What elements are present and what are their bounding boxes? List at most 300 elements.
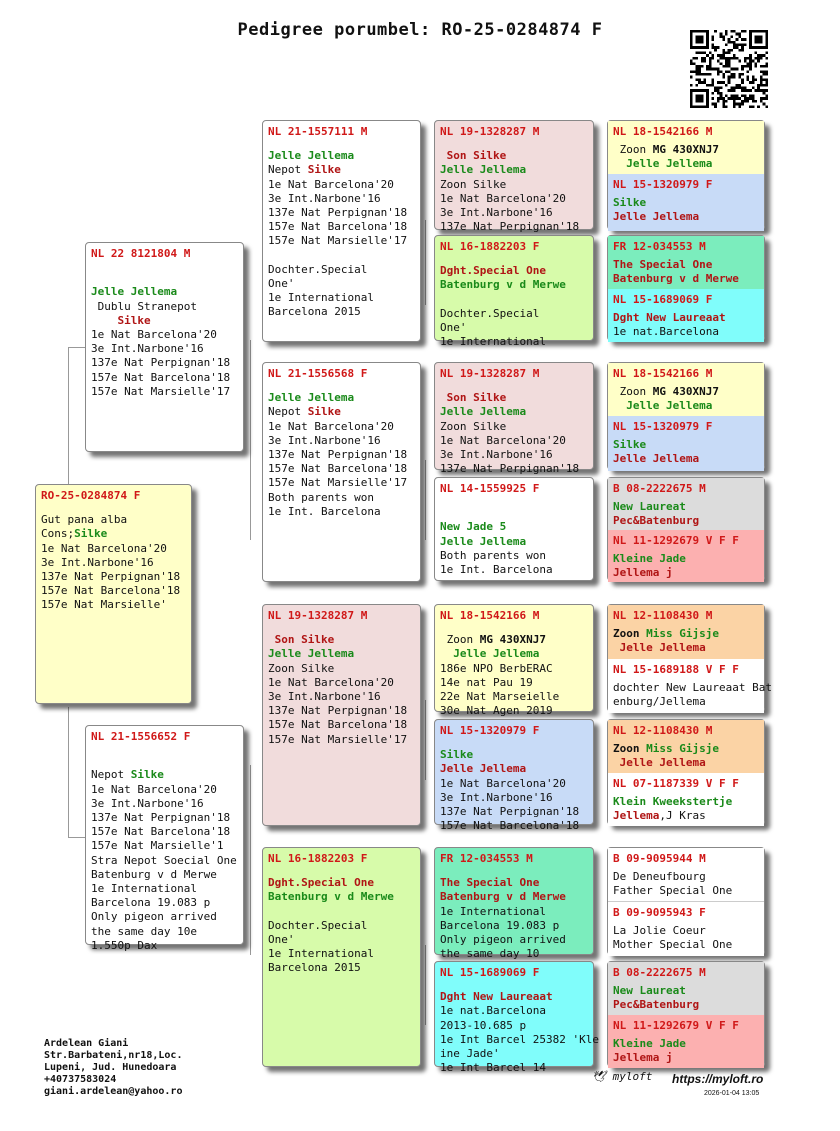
- detail-line: [268, 192, 415, 206]
- ggg-parent-entry[interactable]: [608, 478, 764, 530]
- detail-text: 1e Nat Barcelona'20: [268, 177, 394, 191]
- ggg-parent-entry[interactable]: [608, 530, 764, 582]
- details: [613, 681, 772, 709]
- detail-text: Miss Gijsje: [646, 742, 719, 756]
- detail-text: 2013-10.685 p: [440, 1018, 527, 1032]
- owner-line: Lupeni, Jud. Hunedoara: [44, 1062, 177, 1073]
- detail-text: 137e Nat Perpignan'18: [268, 704, 408, 718]
- detail-line: [613, 1037, 759, 1051]
- owner-line: Ardelean Giani: [44, 1038, 129, 1049]
- detail-line: [440, 876, 588, 890]
- ring-id: NL 16-1882203 F: [440, 240, 540, 253]
- detail-text: Gut pana alba: [41, 513, 128, 527]
- ggg-parent-entry[interactable]: [608, 605, 764, 659]
- detail-text: De Deneufbourg: [613, 870, 706, 884]
- detail-line: [268, 249, 415, 263]
- detail-text: Only pigeon arrived: [440, 933, 566, 947]
- ring-id: NL 07-1187339 V F F: [613, 777, 739, 790]
- detail-text: One': [268, 277, 295, 291]
- detail-text: Batenburg v d Merwe: [440, 890, 566, 904]
- detail-text: the same day 10e: [91, 924, 197, 938]
- detail-text: Jelle Jellema: [440, 647, 540, 661]
- detail-line: [440, 676, 588, 690]
- detail-text: Mother Special One: [613, 938, 733, 952]
- connector-line: [68, 837, 86, 838]
- detail-line: [91, 328, 238, 342]
- detail-line: [268, 961, 415, 975]
- detail-line: [440, 563, 588, 577]
- detail-text: 157e Nat Barcelona'18: [91, 370, 231, 384]
- details: [268, 633, 415, 747]
- detail-text: Jelle Jellema: [613, 210, 700, 224]
- ggg-parent-entry[interactable]: [608, 363, 764, 416]
- detail-line: [91, 783, 238, 797]
- detail-text: 1e Nat Barcelona'20: [41, 541, 167, 555]
- detail-text: 137e Nat Perpignan'18: [268, 206, 408, 220]
- detail-text: Nepot: [91, 768, 131, 782]
- detail-line: [440, 434, 588, 448]
- detail-text: 157e Nat Barcelona'18: [268, 220, 408, 234]
- detail-line: [41, 527, 186, 541]
- detail-text: Dght.Special One: [268, 876, 374, 890]
- details: [613, 627, 759, 655]
- details: [440, 748, 588, 833]
- grandparent-card[interactable]: [262, 120, 421, 342]
- detail-text: Jelle Jellema: [440, 762, 527, 776]
- ring-id: NL 15-1320979 F: [440, 724, 540, 737]
- details: [613, 258, 759, 286]
- details: [440, 149, 588, 234]
- ggg-parent-entry[interactable]: [608, 174, 764, 231]
- detail-text: Barcelona 19.083 p: [91, 896, 211, 910]
- great-grandparent-card[interactable]: [434, 235, 594, 349]
- ring-id: NL 11-1292679 V F F: [613, 1019, 739, 1032]
- detail-line: [268, 277, 415, 291]
- detail-line: [91, 371, 238, 385]
- detail-line: [91, 839, 238, 853]
- qr-code-icon: [690, 30, 768, 108]
- detail-text: Barcelona 2015: [268, 305, 361, 319]
- detail-line: [268, 476, 415, 490]
- detail-line: [268, 690, 415, 704]
- detail-text: Barcelona 2015: [268, 961, 361, 975]
- ring-id: NL 21-1557111 M: [268, 125, 368, 138]
- detail-text: Jelle Jellema: [440, 534, 527, 548]
- detail-text: 137e Nat Perpignan'18: [268, 448, 408, 462]
- detail-text: 137e Nat Perpignan'18: [41, 570, 181, 584]
- detail-line: [268, 163, 415, 177]
- detail-text: Jelle Jellema: [613, 399, 713, 413]
- detail-text: Both parents won: [440, 548, 546, 562]
- detail-line: [268, 206, 415, 220]
- great-grandparent-card[interactable]: [434, 847, 594, 961]
- detail-text: 157e Nat Barcelona'18: [440, 819, 580, 833]
- great-grandparent-card[interactable]: [434, 604, 594, 718]
- detail-text: Pec&Batenburg: [613, 998, 700, 1012]
- detail-line: [91, 356, 238, 370]
- great-grandparent-card[interactable]: [434, 120, 594, 234]
- details: [440, 391, 588, 476]
- detail-line: [268, 491, 415, 505]
- detail-text: 157e Nat Barcelona'18: [268, 462, 408, 476]
- detail-line: [91, 271, 238, 285]
- detail-line: [440, 805, 588, 819]
- details: [440, 264, 588, 349]
- detail-line: [440, 777, 588, 791]
- detail-line: [613, 998, 759, 1012]
- detail-text: New Laureat: [613, 984, 686, 998]
- detail-text: Silke: [74, 527, 108, 541]
- grandparent-card[interactable]: [262, 604, 421, 826]
- detail-text: 3e Int.Narbone'16: [268, 191, 381, 205]
- detail-line: [268, 905, 415, 919]
- detail-line: [91, 314, 238, 328]
- ring-id: B 09-9095944 M: [613, 852, 706, 865]
- detail-line: [440, 704, 588, 718]
- detail-line: [91, 768, 238, 782]
- detail-line: [41, 556, 186, 570]
- detail-text: Son Silke: [440, 149, 507, 163]
- detail-text: 1.550p Dax: [91, 938, 158, 952]
- detail-text: Dublu Stranepot: [91, 299, 197, 313]
- detail-line: [613, 210, 759, 224]
- detail-line: [268, 420, 415, 434]
- detail-line: [268, 676, 415, 690]
- detail-text: Batenburg v d Merwe: [268, 890, 394, 904]
- detail-line: [440, 163, 588, 177]
- ggg-parent-entry[interactable]: [608, 236, 764, 289]
- detail-text: 137e Nat Perpignan'18: [440, 462, 580, 476]
- detail-text: 1e Nat Barcelona'20: [268, 675, 394, 689]
- detail-line: [440, 1032, 599, 1047]
- ggg-parent-entry[interactable]: [608, 848, 764, 902]
- detail-line: [440, 278, 588, 292]
- detail-line: [440, 1061, 588, 1075]
- owner-line: +40737583024: [44, 1074, 117, 1085]
- details: [91, 271, 238, 399]
- detail-text: 3e Int.Narbone'16: [440, 790, 553, 804]
- detail-line: [440, 933, 588, 947]
- ggg-parent-entry[interactable]: [608, 121, 764, 174]
- details: [613, 500, 759, 528]
- detail-line: [268, 448, 415, 462]
- detail-text: 3e Int.Narbone'16: [268, 690, 381, 704]
- detail-line: [268, 434, 415, 448]
- ring-id: NL 18-1542166 M: [613, 367, 713, 380]
- mother-card[interactable]: [85, 725, 244, 952]
- detail-text: Jelle Jellema: [613, 157, 713, 171]
- details: [613, 1037, 759, 1065]
- ring-id: FR 12-034553 M: [440, 852, 533, 865]
- detail-line: [268, 405, 415, 419]
- details: [440, 990, 599, 1075]
- ggg-parent-entry[interactable]: [608, 659, 772, 713]
- detail-text: La Jolie Coeur: [613, 924, 706, 938]
- detail-line: [613, 984, 759, 998]
- detail-text: [91, 271, 98, 284]
- ggg-pair-card: [607, 847, 765, 955]
- grandparent-card[interactable]: [262, 362, 421, 582]
- ggg-parent-entry[interactable]: [608, 902, 764, 956]
- detail-text: Batenburg v d Merwe: [613, 272, 739, 286]
- ggg-parent-entry[interactable]: [608, 416, 764, 471]
- ring-id: B 08-2222675 M: [613, 966, 706, 979]
- detail-line: [440, 647, 588, 661]
- details: [613, 438, 759, 466]
- details: [613, 311, 759, 339]
- ring-id: NL 19-1328287 M: [440, 367, 540, 380]
- detail-text: 137e Nat Perpignan'18: [440, 220, 580, 234]
- connector-line: [425, 460, 426, 540]
- detail-text: [440, 293, 447, 306]
- detail-text: Klein Kweekstertje: [613, 795, 733, 809]
- detail-line: [91, 868, 238, 882]
- detail-text: 1e Nat Barcelona'20: [440, 776, 566, 790]
- details: [440, 633, 588, 718]
- detail-line: [613, 325, 759, 339]
- detail-line: [613, 695, 759, 709]
- detail-text: 137e Nat Perpignan'18: [91, 356, 231, 370]
- detail-text: 1e Nat Barcelona'20: [268, 419, 394, 433]
- detail-text: The Special One: [613, 258, 713, 272]
- detail-text: Jelle Jellema: [440, 405, 527, 419]
- detail-line: [613, 272, 759, 286]
- detail-line: [268, 391, 415, 405]
- site-link[interactable]: https://myloft.ro: [672, 1072, 764, 1086]
- page-title: Pedigree porumbel: RO-25-0284874 F: [237, 20, 603, 40]
- detail-text: enburg/Jellema: [613, 695, 706, 709]
- detail-text: Son Silke: [268, 633, 335, 647]
- detail-text: Jelle Jellema: [268, 647, 355, 661]
- detail-line: [268, 505, 415, 519]
- detail-line: [440, 1019, 588, 1033]
- detail-line: [440, 405, 588, 419]
- ring-id: B 08-2222675 M: [613, 482, 706, 495]
- detail-text: Zoon: [613, 627, 647, 641]
- detail-line: [440, 178, 588, 192]
- detail-line: [440, 762, 588, 776]
- detail-line: [440, 535, 588, 549]
- ggg-pair-card: [607, 362, 765, 470]
- detail-text: 137e Nat Perpignan'18: [91, 811, 231, 825]
- details: [440, 506, 588, 577]
- detail-line: [613, 514, 759, 528]
- detail-line: [440, 420, 588, 434]
- detail-text: One': [268, 933, 295, 947]
- detail-line: [41, 584, 186, 598]
- detail-text: 3e Int.Narbone'16: [41, 555, 154, 569]
- owner-email[interactable]: giani.ardelean@yahoo.ro: [44, 1086, 183, 1097]
- detail-line: [613, 385, 759, 399]
- detail-text: 1e Nat Barcelona'20: [91, 782, 217, 796]
- detail-line: [613, 157, 759, 171]
- detail-text: Zoon Silke: [268, 661, 335, 675]
- detail-line: [613, 143, 759, 157]
- ggg-parent-entry[interactable]: [608, 773, 764, 826]
- detail-text: Batenburg v d Merwe: [440, 278, 566, 292]
- detail-text: 157e Nat Marsielle'1: [91, 839, 224, 853]
- detail-text: [268, 905, 275, 918]
- details: [268, 149, 415, 319]
- detail-line: [613, 756, 759, 770]
- details: [613, 984, 759, 1012]
- detail-line: [268, 947, 415, 961]
- father-card[interactable]: [85, 242, 244, 452]
- owner-info: [44, 1038, 182, 1098]
- detail-text: Zoon: [613, 742, 647, 756]
- detail-line: [41, 570, 186, 584]
- detail-text: ine Jade': [440, 1047, 500, 1061]
- detail-line: [440, 890, 588, 904]
- detail-line: [91, 285, 238, 299]
- detail-text: Both parents won: [268, 490, 374, 504]
- subject-card[interactable]: [35, 484, 192, 704]
- detail-line: [613, 438, 759, 452]
- detail-line: [440, 321, 588, 335]
- detail-text: 3e Int.Narbone'16: [91, 796, 204, 810]
- great-grandparent-card[interactable]: [434, 362, 594, 476]
- detail-line: [268, 876, 415, 890]
- ring-id: FR 12-034553 M: [613, 240, 706, 253]
- detail-line: [440, 633, 588, 647]
- detail-text: Zoon Silke: [440, 177, 507, 191]
- detail-text: 137e Nat Perpignan'18: [440, 805, 580, 819]
- detail-line: [268, 890, 415, 904]
- detail-line: [613, 452, 759, 466]
- detail-line: [91, 925, 238, 939]
- timestamp: 2026-01-04 13:05: [704, 1090, 760, 1097]
- grandparent-card[interactable]: [262, 847, 421, 1067]
- detail-text: MG 430XNJ7: [652, 143, 719, 157]
- detail-line: [613, 809, 759, 823]
- detail-text: 186e NPO BerbERAC: [440, 661, 553, 675]
- detail-text: Cons;: [41, 527, 75, 541]
- detail-line: [440, 690, 588, 704]
- detail-line: [613, 627, 759, 641]
- detail-line: [440, 448, 588, 462]
- detail-text: New Jade 5: [440, 520, 507, 534]
- detail-text: Dght New Laureaat: [440, 990, 553, 1004]
- detail-line: [613, 311, 759, 325]
- ring-id: NL 12-1108430 M: [613, 724, 713, 737]
- detail-line: [613, 196, 759, 210]
- detail-line: [440, 905, 588, 919]
- detail-text: Jelle Jellema: [613, 641, 706, 655]
- detail-text: Silke: [613, 196, 647, 210]
- detail-text: 14e nat Pau 19: [440, 675, 533, 689]
- ggg-parent-entry[interactable]: [608, 962, 764, 1015]
- detail-line: [268, 662, 415, 676]
- ring-id: NL 18-1542166 M: [440, 609, 540, 622]
- detail-text: 3e Int.Narbone'16: [91, 342, 204, 356]
- detail-text: 1e nat.Barcelona: [613, 325, 719, 339]
- ring-id: NL 18-1542166 M: [613, 125, 713, 138]
- detail-text: 1e International: [268, 291, 374, 305]
- detail-line: [613, 552, 759, 566]
- ring-id: NL 21-1556568 F: [268, 367, 368, 380]
- detail-line: [440, 264, 588, 278]
- connector-line: [250, 340, 251, 540]
- detail-text: Son Silke: [440, 391, 507, 405]
- detail-text: 3e Int.Narbone'16: [440, 448, 553, 462]
- ggg-parent-entry[interactable]: [608, 1015, 764, 1068]
- detail-line: [440, 791, 588, 805]
- detail-text: Zoon Silke: [440, 419, 507, 433]
- detail-text: Barcelona 19.083 p: [440, 918, 560, 932]
- ring-id: NL 15-1320979 F: [613, 420, 713, 433]
- detail-line: [440, 335, 588, 349]
- detail-line: [440, 919, 588, 933]
- detail-text: Kleine Jade: [613, 552, 686, 566]
- detail-line: [91, 910, 238, 924]
- detail-text: dochter New Laureaat Bat: [613, 681, 772, 695]
- detail-text: [268, 249, 275, 262]
- detail-line: [440, 149, 588, 163]
- detail-text: 3e Int.Narbone'16: [440, 206, 553, 220]
- ggg-pair-card: [607, 120, 765, 230]
- ggg-parent-entry[interactable]: [608, 720, 764, 773]
- great-grandparent-card[interactable]: [434, 477, 594, 581]
- detail-text: 1e Nat Barcelona'20: [440, 433, 566, 447]
- detail-line: [613, 870, 759, 884]
- detail-line: [91, 342, 238, 356]
- detail-text: Silke: [91, 313, 151, 327]
- ring-id: NL 12-1108430 M: [613, 609, 713, 622]
- ring-id: NL 19-1328287 M: [440, 125, 540, 138]
- detail-text: One': [440, 321, 467, 335]
- detail-text: Jellema j: [613, 566, 673, 580]
- detail-line: [613, 742, 759, 756]
- detail-text: Zoon: [613, 143, 653, 157]
- detail-text: Silke: [307, 405, 341, 419]
- detail-text: MG 430XNJ7: [652, 385, 719, 399]
- detail-text: Dochter.Special: [268, 918, 368, 932]
- detail-line: [268, 633, 415, 647]
- detail-line: [440, 1047, 588, 1061]
- detail-text: Silke: [613, 438, 647, 452]
- details: [613, 870, 759, 898]
- details: [613, 196, 759, 224]
- detail-line: [268, 149, 415, 163]
- connector-line: [68, 347, 69, 487]
- details: [91, 754, 238, 953]
- details: [613, 385, 759, 413]
- detail-text: 157e Nat Marsielle'17: [268, 732, 408, 746]
- details: [41, 513, 186, 612]
- detail-text: 3e Int.Narbone'16: [268, 433, 381, 447]
- detail-line: [91, 825, 238, 839]
- detail-text: Nepot: [268, 405, 308, 419]
- detail-text: the same day 10: [440, 947, 540, 961]
- detail-text: Only pigeon arrived: [91, 910, 217, 924]
- detail-line: [613, 566, 759, 580]
- detail-line: [440, 506, 588, 520]
- detail-line: [91, 939, 238, 953]
- detail-line: [268, 178, 415, 192]
- ggg-pair-card: [607, 477, 765, 581]
- detail-text: New Laureat: [613, 500, 686, 514]
- detail-line: [91, 896, 238, 910]
- details: [613, 552, 759, 580]
- great-grandparent-card[interactable]: [434, 719, 594, 833]
- great-grandparent-card[interactable]: [434, 961, 599, 1075]
- detail-line: [440, 206, 588, 220]
- detail-line: [440, 307, 588, 321]
- detail-text: Jelle Jellema: [268, 391, 355, 405]
- ggg-parent-entry[interactable]: [608, 289, 764, 342]
- detail-line: [613, 500, 759, 514]
- detail-text: Dochter.Special: [268, 262, 368, 276]
